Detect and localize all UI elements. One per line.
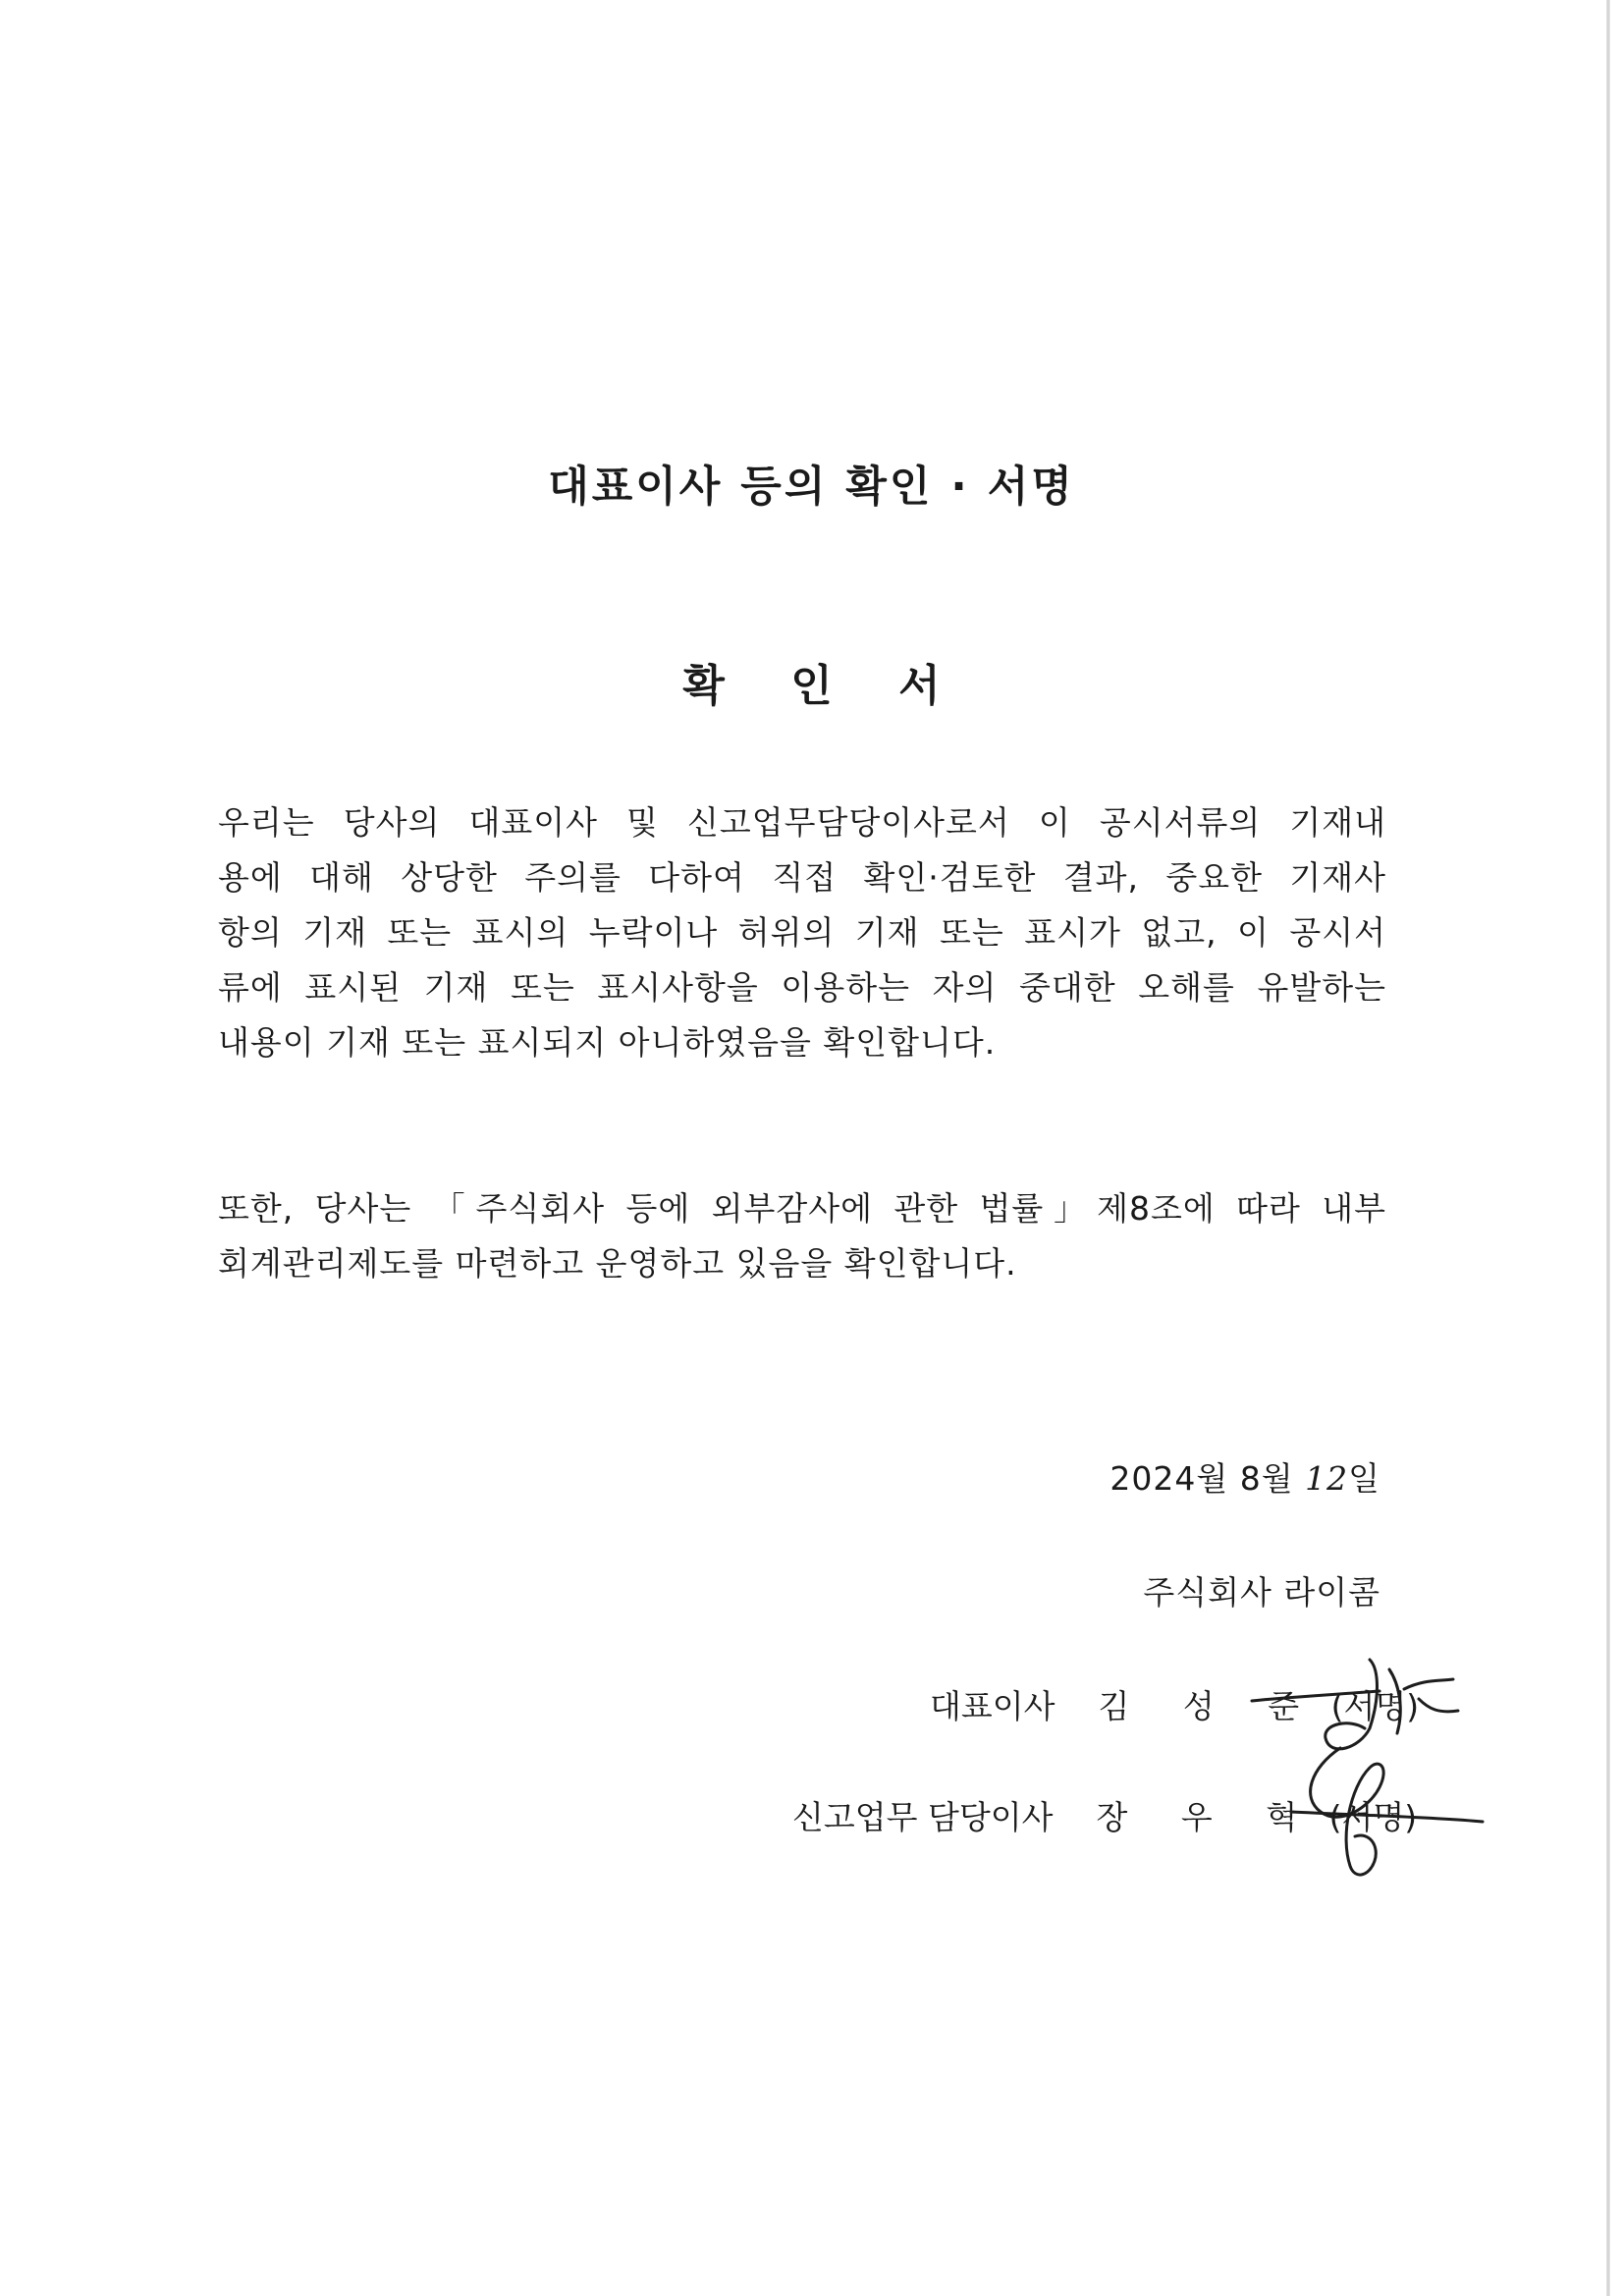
date-month: 8월 bbox=[1239, 1459, 1294, 1498]
paragraph-line: 용에 대해 상당한 주의를 다하여 직접 확인·검토한 결과, 중요한 기재사 bbox=[218, 858, 1386, 897]
date-day-handwritten: 12 bbox=[1305, 1459, 1349, 1498]
company-name: 주식회사 라이콤 bbox=[1143, 1573, 1380, 1612]
confirmation-paragraph bbox=[218, 795, 1386, 1070]
date-day-suffix: 일 bbox=[1348, 1459, 1380, 1498]
handwritten-signature bbox=[1232, 1640, 1488, 1895]
document-title: 대표이사 등의 확인 · 서명 bbox=[548, 463, 1075, 512]
document-subtitle: 확 인 서 bbox=[682, 661, 966, 711]
paragraph-line: 또한, 당사는 「주식회사 등에 외부감사에 관한 법률」제8조에 따라 내부 bbox=[218, 1189, 1386, 1228]
date-year: 2024월 bbox=[1109, 1459, 1229, 1498]
paragraph-line: 회계관리제도를 마련하고 운영하고 있음을 확인합니다. bbox=[218, 1244, 1017, 1283]
paragraph-line: 항의 기재 또는 표시의 누락이나 허위의 기재 또는 표시가 없고, 이 공시서 bbox=[218, 913, 1386, 952]
document-date bbox=[1109, 1453, 1380, 1500]
signatory-name: 장 우 혁 bbox=[1096, 1798, 1320, 1836]
signature-label: (서명) bbox=[1330, 1687, 1420, 1725]
signature-label: (서명) bbox=[1328, 1798, 1418, 1836]
signatory-role: 신고업무 담당이사 bbox=[792, 1798, 1054, 1836]
paragraph-line: 내용이 기재 또는 표시되지 아니하였음을 확인합니다. bbox=[218, 1023, 997, 1062]
internal-control-paragraph bbox=[218, 1181, 1386, 1291]
scan-edge-shadow bbox=[1606, 0, 1610, 2296]
paragraph-line: 우리는 당사의 대표이사 및 신고업무담당이사로서 이 공시서류의 기재내 bbox=[218, 803, 1386, 842]
signatory-name: 김 성 준 bbox=[1098, 1687, 1322, 1725]
signatory-role: 대표이사 bbox=[930, 1687, 1055, 1725]
paragraph-line: 류에 표시된 기재 또는 표시사항을 이용하는 자의 중대한 오해를 유발하는 bbox=[218, 968, 1386, 1007]
